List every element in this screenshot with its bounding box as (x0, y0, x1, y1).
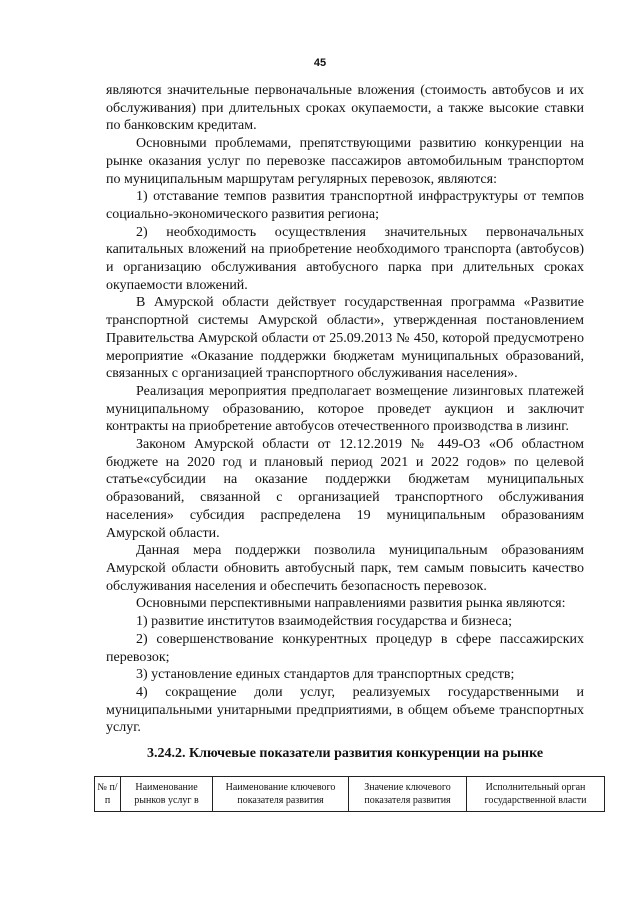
list-item: 2) необходимость осуществления значительных первоначальных капитальных вложений на приобретение необходимого транспорта (автобусов) и организацию обслуживания автобусного парка при длительных сроках окупаемости вложений. (106, 224, 584, 293)
paragraph: Законом Амурской области от 12.12.2019 № 449-ОЗ «Об областном бюджете на 2020 год и плановый период 2021 и 2022 годов» по целевой статье«субсидии на оказание поддержки бюджетам муниципальных образований, связанной с организацией транспортного обслуживания населения» субсидия распределена 19 муниципальным образованиям Амурской области. (106, 437, 584, 541)
table-header-row (95, 777, 605, 812)
table-header-cell: № п/п (95, 777, 121, 812)
body-text (106, 82, 584, 737)
table-header-cell: Наименование рынков услуг в (121, 777, 213, 812)
paragraph: являются значительные первоначальные вложения (стоимость автобусов и их обслуживания) при длительных сроках окупаемости, а также высокие ставки по банковским кредитам. (106, 83, 584, 134)
page-number: 45 (313, 57, 327, 69)
kpi-table (94, 776, 605, 812)
list-item: 4) сокращение доли услуг, реализуемых государственными и муниципальными унитарными предприятиями, в общем объеме транспортных услуг. (106, 684, 584, 736)
paragraph: Данная мера поддержки позволила муниципальным образованиям Амурской области обновить автобусный парк, тем самым повысить качество обслуживания населения и обеспечить безопасность перевозок. (106, 543, 584, 594)
table-header-cell: Исполнительный орган государственной власти (467, 777, 605, 812)
paragraph: Основными проблемами, препятствующими развитию конкуренции на рынке оказания услуг по перевозке пассажиров автомобильным транспортом по муниципальным маршрутам регулярных перевозок, являются: (106, 136, 584, 187)
paragraph: Реализация мероприятия предполагает возмещение лизинговых платежей муниципальному образованию, которое проведет аукцион и заключит контракты на приобретение автобусов отечественного производства в лизинг. (106, 383, 584, 435)
section-heading: 3.24.2. Ключевые показатели развития конкуренции на рынке (146, 746, 544, 761)
paragraph: Основными перспективными направлениями развития рынка являются: (136, 596, 566, 612)
list-item: 3) установление единых стандартов для транспортных средств; (136, 667, 515, 683)
list-item: 2) совершенствование конкурентных процедур в сфере пассажирских перевозок; (106, 631, 584, 665)
list-item: 1) отставание темпов развития транспортной инфраструктуры от темпов социально-экономического развития региона; (106, 189, 584, 222)
table-header-cell: Наименование ключевого показателя развития (213, 777, 349, 812)
paragraph: В Амурской области действует государственная программа «Развитие транспортной системы Амурской области», утвержденная постановлением Правительства Амурской области от 25.09.2013 № 450, которой предусмотрено мероприятие «Оказание поддержки бюджетам муниципальных образований, связанных с организацией транспортного обслуживания населения». (106, 295, 584, 382)
table-header-cell: Значение ключевого показателя развития (349, 777, 467, 812)
list-item: 1) развитие институтов взаимодействия государства и бизнеса; (136, 614, 513, 630)
